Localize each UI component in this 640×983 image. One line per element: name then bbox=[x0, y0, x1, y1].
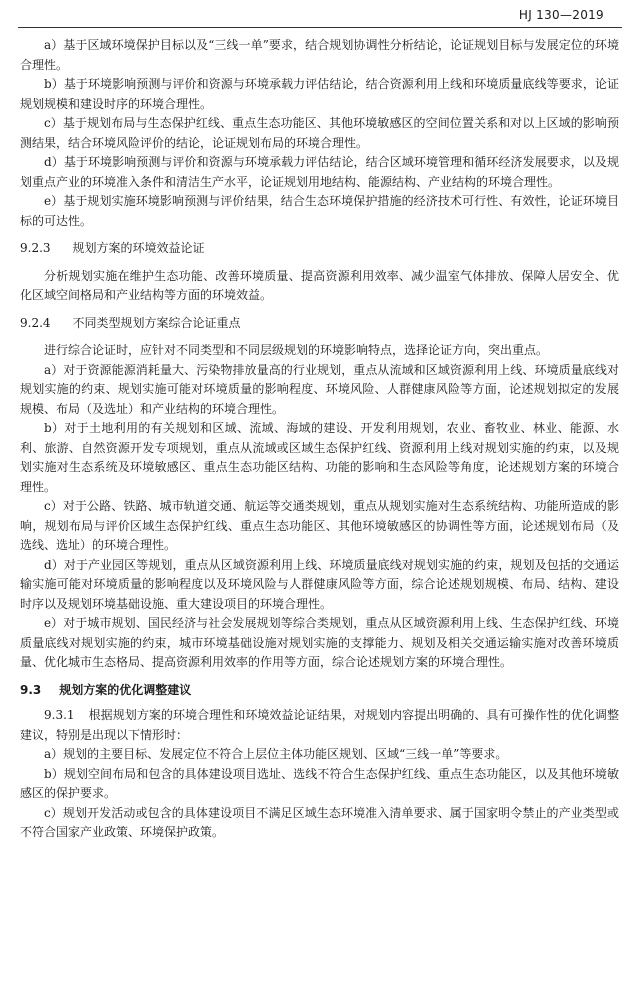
section-heading-9-2-3 bbox=[20, 239, 619, 259]
section-number: 9.3 bbox=[20, 682, 42, 697]
paragraph-text: 根据规划方案的环境合理性和环境效益论证结果，对规划内容提出明确的、具有可操作性的优化调整建议，特别是出现以下情形时： bbox=[20, 708, 619, 742]
section-title: 规划方案的环境效益论证 bbox=[72, 241, 205, 255]
header-rule bbox=[18, 27, 622, 28]
section-title: 规划方案的优化调整建议 bbox=[59, 682, 192, 697]
paragraph: b）对于土地利用的有关规划和区域、流域、海域的建设、开发利用规划，农业、畜牧业、林业、能源、水利、旅游、自然资源开发专项规划，重点从流域或区域生态保护红线、资源利用上线对规划实施的约束，以及规划实施对生态系统及环境敏感区、重点生态功能区结构、功能的影响和生态风险等角度，论述规划方案的环境合理性。 bbox=[20, 421, 619, 494]
paragraph: b）基于环境影响预测与评价和资源与环境承载力评估结论，结合资源利用上线和环境质量底线等要求，论证规划规模和建设时序的环境合理性。 bbox=[20, 77, 619, 111]
paragraph: c）对于公路、铁路、城市轨道交通、航运等交通类规划，重点从规划实施对生态系统结构、功能所造成的影响，规划布局与评价区域生态保护红线、重点生态功能区、其他环境敏感区的协调性等方面，论述规划布局（及选线、选址）的环境合理性。 bbox=[20, 499, 619, 552]
section-number: 9.2.3 bbox=[20, 241, 51, 255]
paragraph: e）对于城市规划、国民经济与社会发展规划等综合类规划，重点从区域资源利用上线、生态保护红线、环境质量底线对规划实施的约束，城市环境基础设施对规划实施的支撑能力、规划及相关交通运输实施对改善环境质量、优化城市生态格局、提高资源利用效率的作用等方面，综合论述规划方案的环境合理性。 bbox=[20, 616, 619, 669]
paragraph: d）基于环境影响预测与评价和资源与环境承载力评估结论，结合区域环境管理和循环经济发展要求，以及规划重点产业的环境准入条件和清洁生产水平，论证规划用地结构、能源结构、产业结构的环境合理性。 bbox=[20, 155, 619, 189]
paragraph: a）规划的主要目标、发展定位不符合上层位主体功能区规划、区域“三线一单”等要求。 bbox=[44, 747, 508, 761]
paragraph: c）规划开发活动或包含的具体建设项目不满足区域生态环境准入清单要求、属于国家明令禁止的产业类型或不符合国家产业政策、环境保护政策。 bbox=[20, 805, 619, 839]
paragraph: a）基于区域环境保护目标以及“三线一单”要求，结合规划协调性分析结论，论证规划目标与发展定位的环境合理性。 bbox=[20, 38, 619, 72]
section-title: 不同类型规划方案综合论证重点 bbox=[72, 315, 241, 330]
section-heading-9-2-4 bbox=[20, 314, 619, 334]
paragraph: c）基于规划布局与生态保护红线、重点生态功能区、其他环境敏感区的空间位置关系和对以上区域的影响预测结果，结合环境风险评价的结论，论证规划布局的环境合理性。 bbox=[20, 116, 619, 150]
paragraph: b）规划空间布局和包含的具体建设项目选址、选线不符合生态保护红线、重点生态功能区，以及其他环境敏感区的保护要求。 bbox=[20, 766, 619, 800]
section-number: 9.3.1 bbox=[44, 708, 75, 722]
paragraph: d）对于产业园区等规划，重点从区域资源利用上线、环境质量底线对规划实施的约束，规划及包括的交通运输实施可能对环境质量的影响程度以及环境风险与人群健康风险等方面，综合论述规划规模、布局、结构、建设时序以及规划环境基础设施、重大建设项目的环境合理性。 bbox=[20, 557, 619, 611]
section-heading-9-3 bbox=[20, 681, 619, 701]
paragraph: e）基于规划实施环境影响预测与评价结果，结合生态环境保护措施的经济技术可行性、有效性，论证环境目标的可达性。 bbox=[20, 194, 619, 228]
section-number: 9.2.4 bbox=[20, 315, 51, 330]
paragraph-9-3-1 bbox=[20, 706, 619, 745]
document-body bbox=[20, 36, 619, 843]
paragraph: a）对于资源能源消耗量大、污染物排放量高的行业规划，重点从流域和区域资源利用上线、环境质量底线对规划实施的约束、规划实施可能对环境质量的影响程度、环境风险、人群健康风险等方面，论述规划拟定的发展规模、布局（及选址）和产业结构的环境合理性。 bbox=[20, 362, 619, 416]
paragraph: 分析规划实施在维护生态功能、改善环境质量、提高资源利用效率、减少温室气体排放、保障人居安全、优化区域空间格局和产业结构等方面的环境效益。 bbox=[20, 268, 619, 302]
paragraph: 进行综合论证时，应针对不同类型和不同层级规划的环境影响特点，选择论证方向，突出重点。 bbox=[44, 343, 549, 357]
standard-code: HJ 130—2019 bbox=[518, 8, 604, 22]
